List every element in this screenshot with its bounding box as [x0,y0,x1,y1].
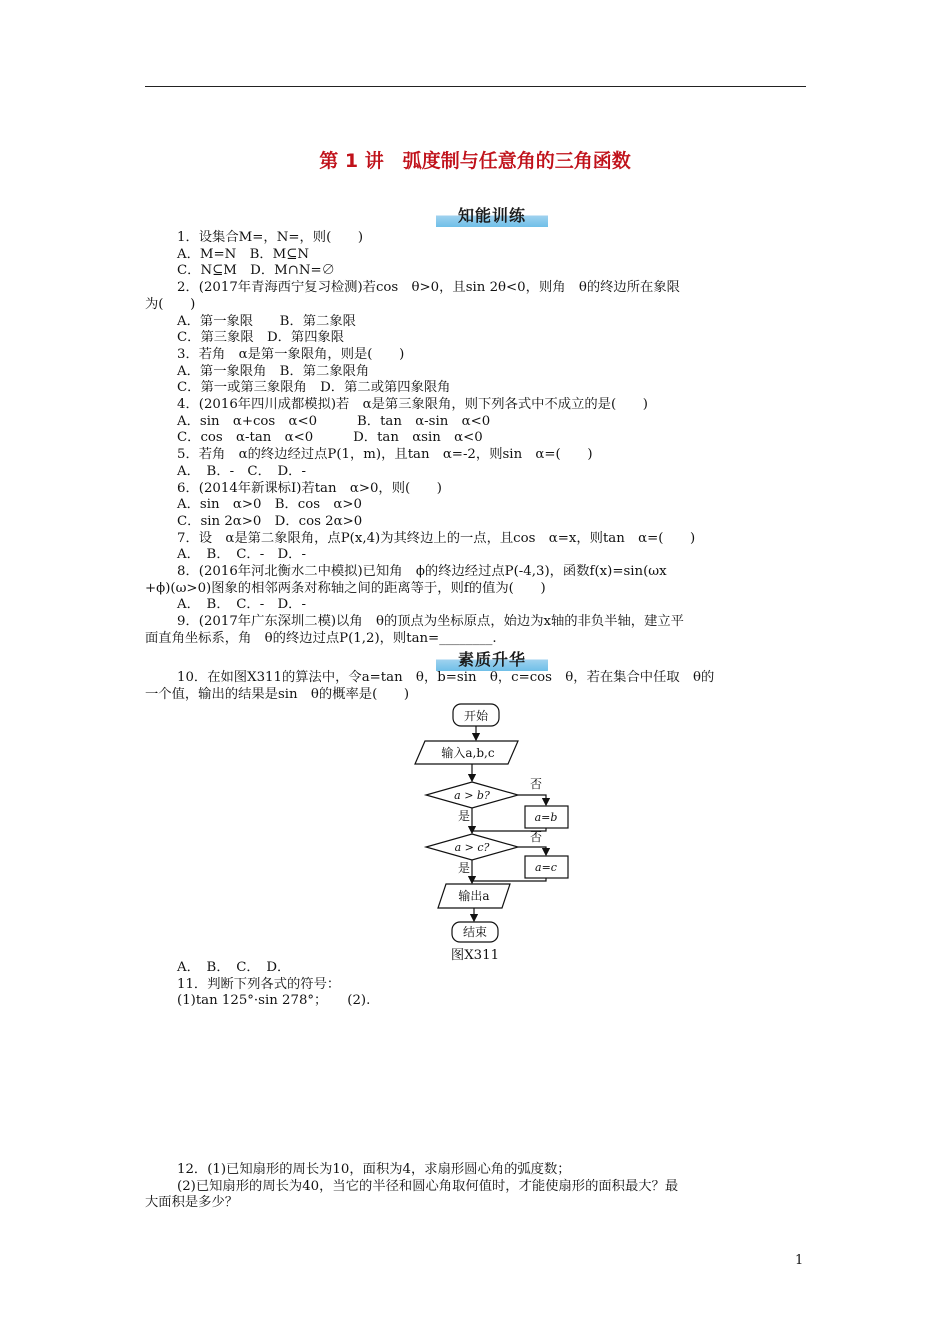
flow-yes-label-1: 是 [457,809,471,823]
q2-stem-cont: 为( ) [145,296,196,312]
exercise-block-4 [145,1162,807,1212]
q9-stem: 9．(2017年广东深圳二模)以角 θ的顶点为坐标原点，始边为x轴的非负半轴，建立平 [177,614,684,630]
flowchart [400,700,590,945]
q8-options: A． B． C．- D．- [177,597,306,613]
q2-options-ab: A．第一象限 B．第二象限 [177,313,356,329]
q4-stem: 4．(2016年四川成都模拟)若 α是第三象限角，则下列各式中不成立的是( ) [177,397,648,413]
exercise-block-2 [145,670,807,703]
q2-stem: 2．(2017年青海西宁复习检测)若cos θ>0，且sin 2θ<0，则角 θ的终边所在象限 [177,280,680,296]
q7-stem: 7．设 α是第二象限角，点P(x,4)为其终边上的一点，且cos α=x，则tan α=( ) [177,530,696,546]
page-number: 1 [795,1253,804,1268]
q9-stem-cont: 面直角坐标系，角 θ的终边过点P(1,2)，则tan=________. [145,630,497,646]
q11-parts: (1)tan 125°·sin 278°； (2). [177,993,371,1009]
flow-cond2-label: a > c? [454,841,490,854]
q5-options: A． B．- C． D．- [177,463,306,479]
flow-start-label: 开始 [463,709,489,723]
flow-assign2-label: a=c [535,861,557,874]
q4-options-ab: A．sin α+cos α<0 B．tan α-sin α<0 [177,413,491,429]
section-banner-training: 知能训练 [436,206,548,227]
q2-options-cd: C．第三象限 D．第四象限 [177,330,345,346]
flow-input-label: 输入a,b,c [441,746,495,760]
header-rule [145,86,806,87]
q4-options-cd: C．cos α-tan α<0 D．tan αsin α<0 [177,430,483,446]
q12-part2: (2)已知扇形的周长为40，当它的半径和圆心角取何值时，才能使扇形的面积最大？最 [177,1178,679,1194]
q3-stem: 3．若角 α是第一象限角，则是( ) [177,346,405,362]
q6-options-cd: C．sin 2α>0 D．cos 2α>0 [177,513,363,529]
flow-no-label-2: 否 [529,830,543,844]
flow-end-label: 结束 [462,925,488,939]
q3-options-ab: A．第一象限角 B．第二象限角 [177,363,370,379]
q8-stem: 8．(2016年河北衡水二中模拟)已知角 ϕ的终边经过点P(-4,3)，函数f(x)=sin(ωx [177,564,667,580]
q7-options: A． B． C．- D．- [177,547,306,563]
q12-part1: 12．(1)已知扇形的周长为10，面积为4，求扇形圆心角的弧度数； [177,1162,571,1177]
q8-stem-cont: +ϕ)(ω>0)图象的相邻两条对称轴之间的距离等于，则f的值为( ) [145,580,546,596]
flow-output-label: 输出a [458,889,490,903]
flow-cond1-label: a > b? [454,789,490,802]
flow-assign1-label: a=b [534,811,558,824]
exercise-block-3 [145,960,807,1010]
page-title: 第 1 讲 弧度制与任意角的三角函数 [319,150,631,172]
q5-stem: 5．若角 α的终边经过点P(1，m)，且tan α=-2，则sin α=( ) [177,447,593,463]
q10-stem-cont: 一个值，输出的结果是sin θ的概率是( ) [145,686,410,702]
q12-part2-cont: 大面积是多少？ [145,1195,239,1211]
q11-stem: 11．判断下列各式的符号： [177,976,341,992]
flow-yes-label-2: 是 [457,861,471,875]
q6-options-ab: A．sin α>0 B．cos α>0 [177,497,362,513]
flow-no-label-1: 否 [529,777,543,791]
figure-caption: 图X311 [450,948,500,963]
section-banner-advanced: 素质升华 [436,650,548,671]
exercise-block-1 [145,230,807,648]
q6-stem: 6．(2014年新课标Ⅰ)若tan α>0，则( ) [177,480,442,496]
q1-options-ab: A．M=N B．M⊆N [177,246,310,262]
q10-stem: 10．在如图X311的算法中，令a=tan θ，b=sin θ，c=cos θ，若在集合中任取 θ的 [177,670,715,685]
q1-stem: 1．设集合M=，N=，则( ) [177,230,364,245]
q10-options: A． B． C． D． [177,960,291,975]
q3-options-cd: C．第一或第三象限角 D．第二或第四象限角 [177,380,451,396]
q1-options-cd: C．N⊆M D．M∩N=∅ [177,263,335,279]
